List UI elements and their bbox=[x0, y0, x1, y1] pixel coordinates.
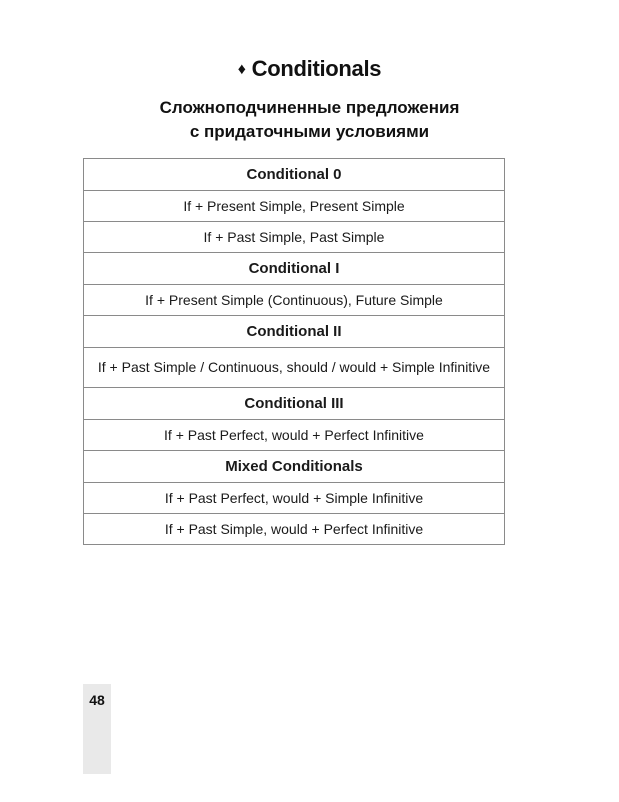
table-header-row: Conditional II bbox=[84, 316, 504, 348]
subtitle-line-1: Сложноподчиненные предложения bbox=[159, 98, 460, 117]
table-row: If + Past Simple / Continuous, should / would + Simple Infinitive bbox=[84, 348, 504, 388]
section-subtitle bbox=[0, 96, 619, 144]
subtitle-line-2: с придаточными условиями bbox=[189, 122, 430, 141]
table-row: If + Present Simple, Present Simple bbox=[84, 191, 504, 222]
table-header-row: Conditional III bbox=[84, 388, 504, 420]
table-row: If + Past Simple, would + Perfect Infinitive bbox=[84, 514, 504, 545]
diamond-bullet-icon: ♦ bbox=[237, 61, 246, 78]
table-row: If + Present Simple (Continuous), Future Simple bbox=[84, 285, 504, 316]
conditionals-table bbox=[83, 158, 505, 545]
page-number-tab bbox=[83, 684, 111, 774]
table-row: If + Past Perfect, would + Simple Infinitive bbox=[84, 483, 504, 514]
page-number: 48 bbox=[89, 692, 105, 708]
table-row: If + Past Simple, Past Simple bbox=[84, 222, 504, 253]
table-header-row: Mixed Conditionals bbox=[84, 451, 504, 483]
heading-title: Conditionals bbox=[251, 56, 382, 81]
table-row: If + Past Perfect, would + Perfect Infinitive bbox=[84, 420, 504, 451]
table-header-row: Conditional I bbox=[84, 253, 504, 285]
table-header-row: Conditional 0 bbox=[84, 159, 504, 191]
page-heading bbox=[0, 56, 619, 82]
